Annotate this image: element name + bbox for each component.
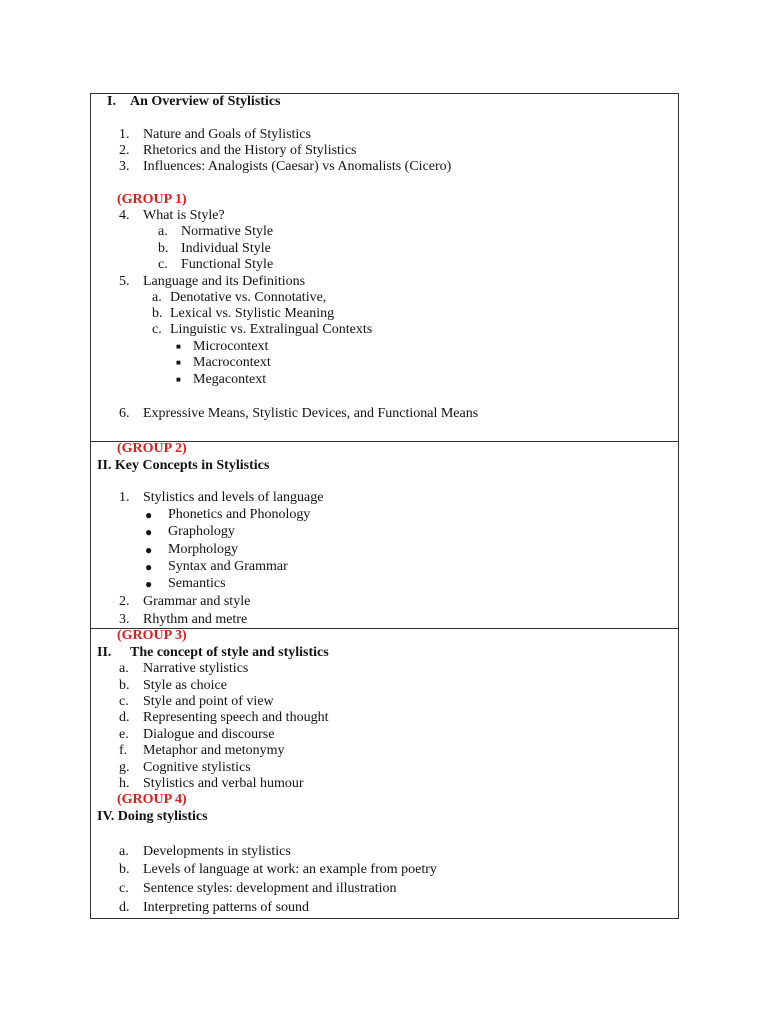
list-number: 1. xyxy=(119,127,130,142)
list-item: Representing speech and thought xyxy=(143,710,329,725)
list-item: Sentence styles: development and illustration xyxy=(143,881,397,896)
list-item: Stylistics and verbal humour xyxy=(143,776,304,791)
bullet-item: Graphology xyxy=(168,524,235,539)
list-number: 5. xyxy=(119,274,130,289)
round-bullet-icon: ● xyxy=(145,508,153,522)
list-marker: b. xyxy=(119,678,130,693)
round-bullet-icon: ● xyxy=(145,560,153,574)
bullet-item: Megacontext xyxy=(193,372,267,387)
bullet-item: Semantics xyxy=(168,576,226,591)
group-label: (GROUP 1) xyxy=(117,192,187,207)
list-marker: d. xyxy=(119,710,130,725)
sublist-marker: b. xyxy=(152,306,163,321)
sublist-marker: a. xyxy=(152,290,162,305)
round-bullet-icon: ● xyxy=(145,577,153,591)
bullet-item: Morphology xyxy=(168,542,238,557)
list-item: Cognitive stylistics xyxy=(143,760,251,775)
sublist-marker: a. xyxy=(158,224,168,239)
list-marker: e. xyxy=(119,727,129,742)
list-marker: a. xyxy=(119,661,129,676)
section-heading: IV. Doing stylistics xyxy=(97,809,208,824)
round-bullet-icon: ● xyxy=(145,543,153,557)
sublist-marker: c. xyxy=(152,322,162,337)
section-numeral: II. xyxy=(97,645,112,660)
list-number: 3. xyxy=(119,159,130,174)
list-number: 1. xyxy=(119,490,130,505)
list-item: Dialogue and discourse xyxy=(143,727,275,742)
list-item: What is Style? xyxy=(143,208,225,223)
sublist-item: Individual Style xyxy=(181,241,271,256)
group-label: (GROUP 3) xyxy=(117,628,187,643)
section-heading: The concept of style and stylistics xyxy=(130,645,329,660)
square-bullet-icon: ■ xyxy=(176,375,181,384)
sublist-marker: c. xyxy=(158,257,168,272)
section-heading: II. Key Concepts in Stylistics xyxy=(97,458,270,473)
list-marker: f. xyxy=(119,743,128,758)
list-item: Stylistics and levels of language xyxy=(143,490,324,505)
list-number: 6. xyxy=(119,406,130,421)
list-item: Nature and Goals of Stylistics xyxy=(143,127,311,142)
list-item: Metaphor and metonymy xyxy=(143,743,285,758)
square-bullet-icon: ■ xyxy=(176,342,181,351)
round-bullet-icon: ● xyxy=(145,525,153,539)
list-number: 4. xyxy=(119,208,130,223)
sublist-item: Lexical vs. Stylistic Meaning xyxy=(170,306,335,321)
sublist-item: Denotative vs. Connotative, xyxy=(170,290,327,305)
list-item: Interpreting patterns of sound xyxy=(143,900,310,915)
list-item: Language and its Definitions xyxy=(143,274,306,289)
group-label: (GROUP 2) xyxy=(117,441,187,456)
list-marker: g. xyxy=(119,760,130,775)
section-numeral: I. xyxy=(107,94,116,109)
list-item: Influences: Analogists (Caesar) vs Anomalists (Cicero) xyxy=(143,159,452,174)
list-marker: c. xyxy=(119,881,129,896)
bullet-item: Phonetics and Phonology xyxy=(168,507,311,522)
bullet-item: Macrocontext xyxy=(193,355,271,370)
bullet-item: Microcontext xyxy=(193,339,269,354)
list-item: Style and point of view xyxy=(143,694,274,709)
sublist-marker: b. xyxy=(158,241,169,256)
list-item: Expressive Means, Stylistic Devices, and Functional Means xyxy=(143,406,479,421)
list-marker: b. xyxy=(119,862,130,877)
list-marker: a. xyxy=(119,844,129,859)
section-heading: An Overview of Stylistics xyxy=(130,94,281,109)
list-number: 2. xyxy=(119,594,130,609)
list-item: Rhetorics and the History of Stylistics xyxy=(143,143,357,158)
sublist-item: Functional Style xyxy=(181,257,274,272)
sublist-item: Linguistic vs. Extralingual Contexts xyxy=(170,322,373,337)
bullet-item: Syntax and Grammar xyxy=(168,559,288,574)
list-item: Grammar and style xyxy=(143,594,251,609)
list-marker: h. xyxy=(119,776,130,791)
list-item: Rhythm and metre xyxy=(143,612,248,627)
list-number: 3. xyxy=(119,612,130,627)
list-marker: d. xyxy=(119,900,130,915)
square-bullet-icon: ■ xyxy=(176,358,181,367)
list-number: 2. xyxy=(119,143,130,158)
list-marker: c. xyxy=(119,694,129,709)
list-item: Developments in stylistics xyxy=(143,844,291,859)
list-item: Narrative stylistics xyxy=(143,661,249,676)
list-item: Levels of language at work: an example from poetry xyxy=(143,862,437,877)
list-item: Style as choice xyxy=(143,678,227,693)
group-label: (GROUP 4) xyxy=(117,792,187,807)
sublist-item: Normative Style xyxy=(181,224,274,239)
